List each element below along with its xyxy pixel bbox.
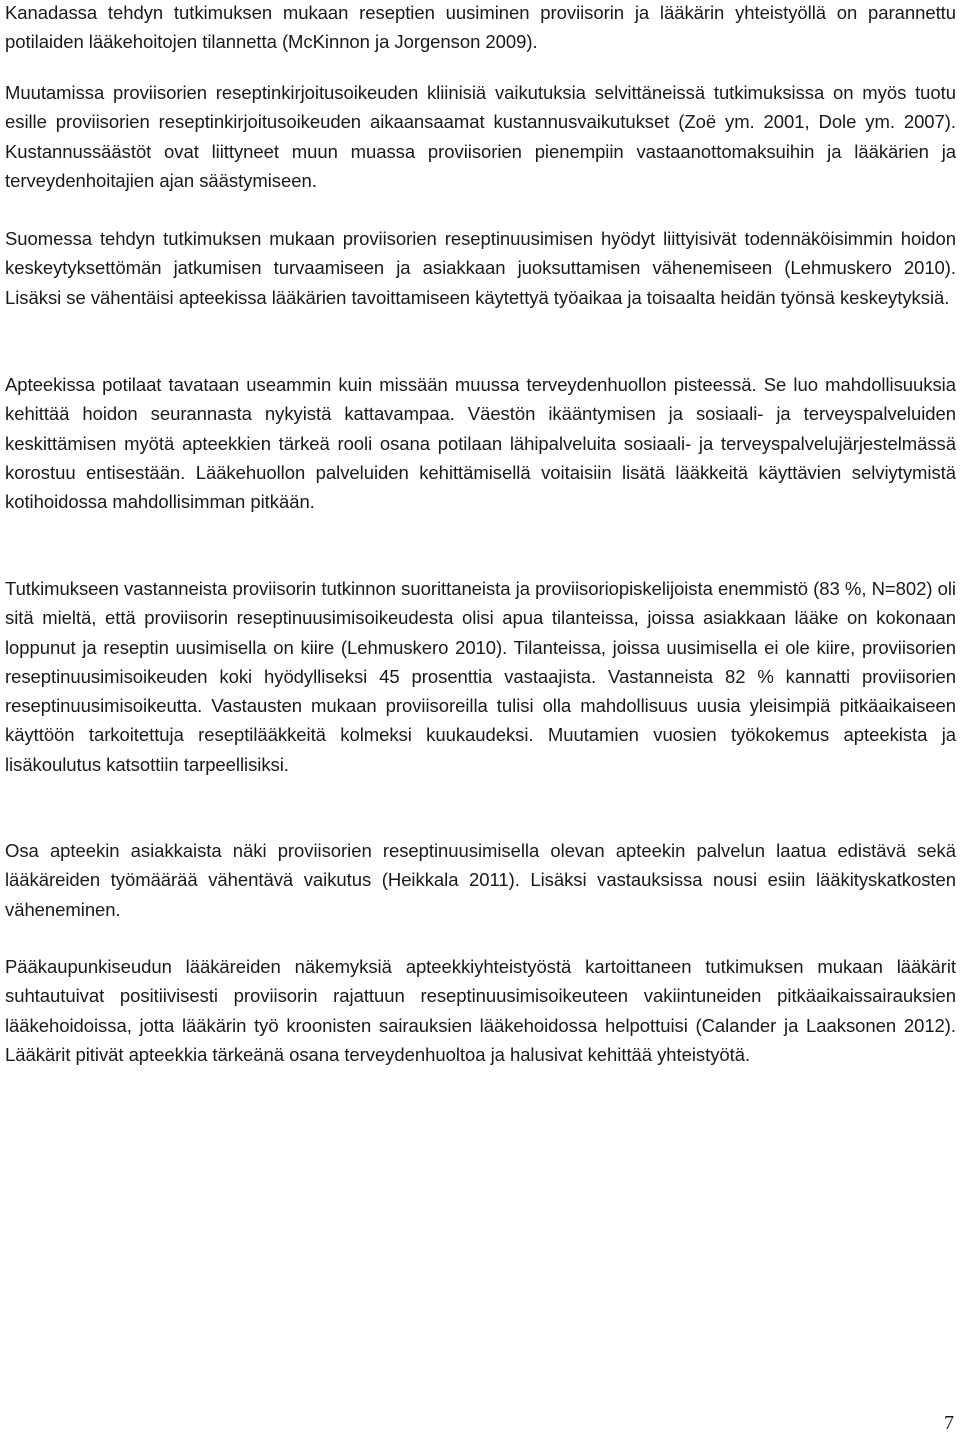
paragraph-pharmacy-role: Apteekissa potilaat tavataan useammin kuin missään muussa terveydenhuollon pisteessä. Se luo mahdollisuuksia kehittää hoidon seurannasta nykyistä kattavampaa. Väestön ikääntymisen ja sosiaali- ja terveyspalveluiden keskittämisen myötä apteekkien tärkeä rooli osana potilaan lähipalveluita sosiaali- ja terveyspalvelujärjestelmässä korostuu entisestään. Lääkehuollon palveluiden kehittämisellä voitaisiin lisätä lääkkeitä käyttävien selviytymistä kotihoidossa mahdollisimman pitkään. (5, 374, 956, 513)
paragraph-doctor-views: Pääkaupunkiseudun lääkäreiden näkemyksiä apteekkiyhteistyöstä kartoittaneen tutkimuksen mukaan lääkärit suhtautuivat positiivisesti proviisorin rajattuun reseptinuusimisoikeuteen vakiintuneiden pitkäaikaissairauksien lääkehoidoissa, jotta lääkärin työ kroonisten sairauksien lääkehoidossa helpottuisi (Calander ja Laaksonen 2012). Lääkärit pitivät apteekkia tärkeänä osana terveydenhuoltoa ja halusivat kehittää yhteistyötä. (5, 956, 956, 1065)
paragraph-finland-study: Suomessa tehdyn tutkimuksen mukaan proviisorien reseptinuusimisen hyödyt liittyisivät todennäköisimmin hoidon keskeytyksettömän jatkumisen turvaamiseen ja asiakkaan juoksuttamisen vähenemiseen (Lehmuskero 2010). Lisäksi se vähentäisi apteekissa lääkärien tavoittamiseen käytettyä työaikaa ja toisaalta heidän työnsä keskeytyksiä. (5, 228, 956, 308)
paragraph-survey-results: Tutkimukseen vastanneista proviisorin tutkinnon suorittaneista ja proviisoriopiskelijoista enemmistö (83 %, N=802) oli sitä mieltä, että proviisorin reseptinuusimisoikeudesta olisi apua tilanteissa, joissa asiakkaan lääke on kokonaan loppunut ja reseptin uusimisella on kiire (Lehmuskero 2010). Tilanteissa, joissa uusimisella ei ole kiire, proviisorien reseptinuusimisoikeuden koki hyödylliseksi 45 prosenttia vastaajista. Vastanneista 82 % kannatti proviisorien reseptinuusimisoikeutta. Vastausten mukaan proviisoreilla tulisi olla mahdollisuus uusia yleisimpiä pitkäaikaiseen käyttöön tarkoitettuja reseptilääkkeitä kolmeksi kuukaudeksi. Muutamien vuosien työkokemus apteekista ja lisäkoulutus katsottiin tarpeellisiksi. (5, 578, 956, 775)
paragraph-canada-study: Kanadassa tehdyn tutkimuksen mukaan reseptien uusiminen proviisorin ja lääkärin yhteistyöllä on parannettu potilaiden lääkehoitojen tilannetta (McKinnon ja Jorgenson 2009). (5, 2, 956, 53)
paragraph-cost-effects: Muutamissa proviisorien reseptinkirjoitusoikeuden kliinisiä vaikutuksia selvittäneissä tutkimuksissa on myös tuotu esille proviisorien reseptinkirjoitusoikeuden aikaansaamat kustannusvaikutukset (Zoë ym. 2001, Dole ym. 2007). Kustannussäästöt ovat liittyneet muun muassa proviisorien pienempiin vastaanottomaksuihin ja lääkärien ja terveydenhoitajien ajan säästymiseen. (5, 82, 956, 191)
page-number: 7 (944, 1412, 954, 1434)
paragraph-customer-views: Osa apteekin asiakkaista näki proviisorien reseptinuusimisella olevan apteekin palvelun laatua edistävä sekä lääkäreiden työmäärää vähentävä vaikutus (Heikkala 2011). Lisäksi vastauksissa nousi esiin lääkityskatkosten väheneminen. (5, 840, 956, 920)
